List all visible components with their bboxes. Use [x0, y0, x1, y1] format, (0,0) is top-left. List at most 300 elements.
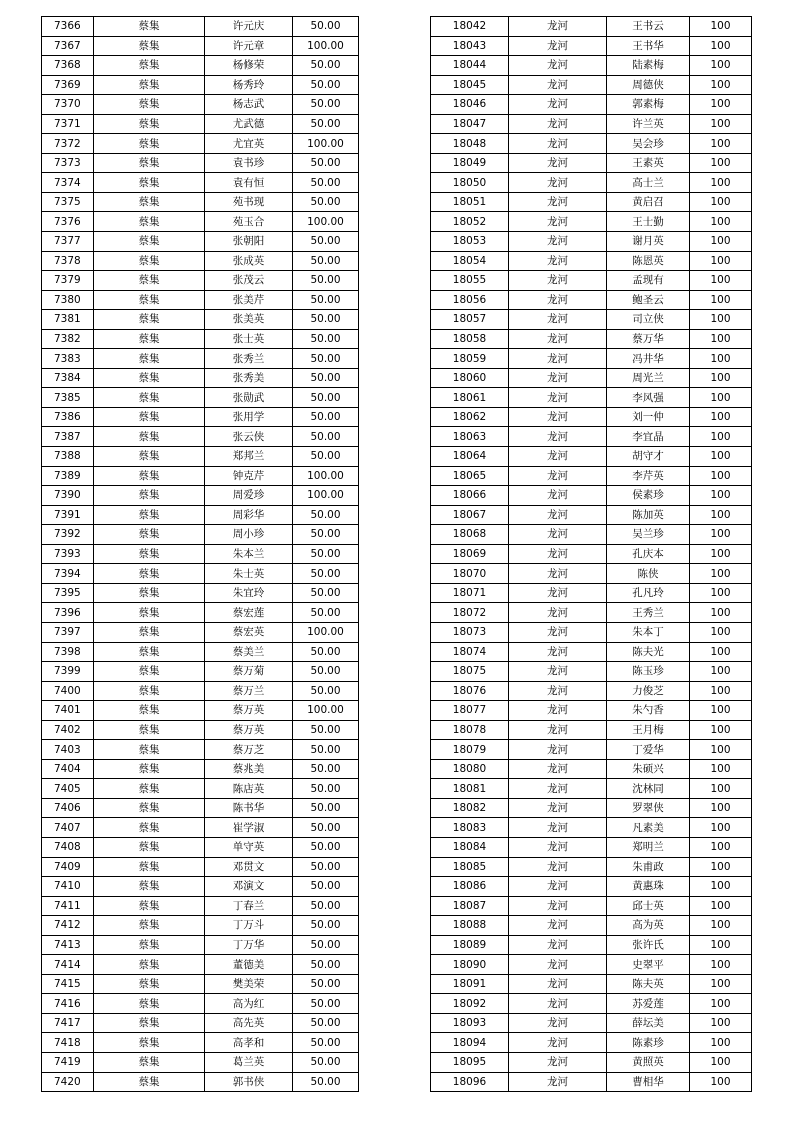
person-name: 张朝阳 — [205, 232, 293, 252]
record-id: 18092 — [431, 994, 509, 1014]
town-name: 蔡集 — [94, 583, 205, 603]
person-name: 丁万斗 — [205, 916, 293, 936]
amount: 100.00 — [293, 701, 359, 721]
record-id: 18079 — [431, 740, 509, 760]
table-row — [431, 583, 752, 603]
person-name: 罗翠侠 — [607, 798, 690, 818]
amount: 50.00 — [293, 1052, 359, 1072]
town-name: 蔡集 — [94, 720, 205, 740]
table-row — [42, 368, 359, 388]
amount: 50.00 — [293, 525, 359, 545]
town-name: 蔡集 — [94, 974, 205, 994]
town-name: 龙河 — [509, 837, 607, 857]
person-name: 刘一仲 — [607, 407, 690, 427]
town-name: 龙河 — [509, 56, 607, 76]
town-name: 蔡集 — [94, 310, 205, 330]
town-name: 龙河 — [509, 329, 607, 349]
person-name: 邓演文 — [205, 877, 293, 897]
table-row — [42, 310, 359, 330]
table-row — [431, 447, 752, 467]
table-row — [431, 935, 752, 955]
amount: 50.00 — [293, 368, 359, 388]
town-name: 蔡集 — [94, 17, 205, 37]
amount: 50.00 — [293, 388, 359, 408]
record-id: 18076 — [431, 681, 509, 701]
person-name: 沈林同 — [607, 779, 690, 799]
table-row — [42, 525, 359, 545]
table-row — [431, 798, 752, 818]
record-id: 18061 — [431, 388, 509, 408]
table-row — [431, 857, 752, 877]
amount: 50.00 — [293, 407, 359, 427]
person-name: 王月梅 — [607, 720, 690, 740]
town-name: 龙河 — [509, 1013, 607, 1033]
person-name: 崔学淑 — [205, 818, 293, 838]
table-row — [42, 427, 359, 447]
record-id: 7388 — [42, 447, 94, 467]
amount: 100 — [690, 173, 752, 193]
person-name: 周爱珍 — [205, 486, 293, 506]
amount: 100 — [690, 818, 752, 838]
amount: 100 — [690, 955, 752, 975]
table-row — [42, 1072, 359, 1092]
town-name: 蔡集 — [94, 779, 205, 799]
record-id: 18043 — [431, 36, 509, 56]
person-name: 杨志武 — [205, 95, 293, 115]
record-id: 18048 — [431, 134, 509, 154]
amount: 100 — [690, 95, 752, 115]
town-name: 龙河 — [509, 935, 607, 955]
town-name: 龙河 — [509, 251, 607, 271]
person-name: 丁春兰 — [205, 896, 293, 916]
town-name: 龙河 — [509, 681, 607, 701]
record-id: 7418 — [42, 1033, 94, 1053]
record-id: 18086 — [431, 877, 509, 897]
amount: 100 — [690, 153, 752, 173]
town-name: 蔡集 — [94, 36, 205, 56]
table-row — [431, 134, 752, 154]
record-id: 18082 — [431, 798, 509, 818]
table-row — [42, 271, 359, 291]
record-id: 7384 — [42, 368, 94, 388]
amount: 100 — [690, 935, 752, 955]
town-name: 龙河 — [509, 17, 607, 37]
amount: 100 — [690, 290, 752, 310]
town-name: 龙河 — [509, 505, 607, 525]
person-name: 袁书珍 — [205, 153, 293, 173]
table-row — [431, 505, 752, 525]
table-row — [42, 75, 359, 95]
record-id: 18052 — [431, 212, 509, 232]
table-row — [42, 544, 359, 564]
person-name: 郑邦兰 — [205, 447, 293, 467]
record-id: 7420 — [42, 1072, 94, 1092]
amount: 100 — [690, 1072, 752, 1092]
town-name: 蔡集 — [94, 251, 205, 271]
amount: 100 — [690, 1013, 752, 1033]
amount: 50.00 — [293, 447, 359, 467]
town-name: 蔡集 — [94, 95, 205, 115]
person-name: 李风强 — [607, 388, 690, 408]
person-name: 陈夫英 — [607, 974, 690, 994]
record-id: 7403 — [42, 740, 94, 760]
amount: 100 — [690, 466, 752, 486]
table-row — [431, 955, 752, 975]
table-row — [42, 466, 359, 486]
record-id: 7372 — [42, 134, 94, 154]
record-id: 18089 — [431, 935, 509, 955]
person-name: 杨修荣 — [205, 56, 293, 76]
town-name: 蔡集 — [94, 56, 205, 76]
person-name: 孔凡玲 — [607, 583, 690, 603]
person-name: 蔡万华 — [607, 329, 690, 349]
amount: 100 — [690, 310, 752, 330]
person-name: 吴兰珍 — [607, 525, 690, 545]
table-row — [42, 329, 359, 349]
record-id: 18093 — [431, 1013, 509, 1033]
amount: 100 — [690, 114, 752, 134]
person-name: 陈恩英 — [607, 251, 690, 271]
record-id: 7397 — [42, 622, 94, 642]
person-name: 张用学 — [205, 407, 293, 427]
person-name: 黄惠珠 — [607, 877, 690, 897]
person-name: 丁万华 — [205, 935, 293, 955]
record-id: 18045 — [431, 75, 509, 95]
person-name: 陈加英 — [607, 505, 690, 525]
table-row — [42, 349, 359, 369]
person-name: 苑书现 — [205, 192, 293, 212]
table-row — [431, 779, 752, 799]
amount: 100 — [690, 486, 752, 506]
left-payment-table — [41, 16, 359, 1092]
amount: 50.00 — [293, 935, 359, 955]
person-name: 葛兰英 — [205, 1052, 293, 1072]
person-name: 张美英 — [205, 310, 293, 330]
record-id: 18084 — [431, 837, 509, 857]
person-name: 史翠平 — [607, 955, 690, 975]
amount: 50.00 — [293, 779, 359, 799]
record-id: 18051 — [431, 192, 509, 212]
person-name: 周德侠 — [607, 75, 690, 95]
amount: 100 — [690, 407, 752, 427]
person-name: 朱本兰 — [205, 544, 293, 564]
town-name: 蔡集 — [94, 134, 205, 154]
person-name: 陈店英 — [205, 779, 293, 799]
record-id: 18077 — [431, 701, 509, 721]
table-row — [431, 525, 752, 545]
amount: 50.00 — [293, 75, 359, 95]
town-name: 龙河 — [509, 955, 607, 975]
amount: 100.00 — [293, 622, 359, 642]
town-name: 龙河 — [509, 818, 607, 838]
amount: 100 — [690, 564, 752, 584]
amount: 100 — [690, 974, 752, 994]
table-row — [431, 994, 752, 1014]
table-row — [431, 427, 752, 447]
amount: 100 — [690, 994, 752, 1014]
table-row — [42, 447, 359, 467]
amount: 50.00 — [293, 603, 359, 623]
town-name: 龙河 — [509, 427, 607, 447]
amount: 50.00 — [293, 271, 359, 291]
amount: 100 — [690, 447, 752, 467]
town-name: 蔡集 — [94, 564, 205, 584]
amount: 50.00 — [293, 759, 359, 779]
table-row — [431, 1033, 752, 1053]
town-name: 蔡集 — [94, 447, 205, 467]
table-row — [42, 818, 359, 838]
table-row — [42, 994, 359, 1014]
person-name: 孟现有 — [607, 271, 690, 291]
person-name: 王素英 — [607, 153, 690, 173]
record-id: 18046 — [431, 95, 509, 115]
record-id: 7376 — [42, 212, 94, 232]
record-id: 7407 — [42, 818, 94, 838]
person-name: 郑明兰 — [607, 837, 690, 857]
amount: 50.00 — [293, 955, 359, 975]
person-name: 张美芹 — [205, 290, 293, 310]
person-name: 凡素美 — [607, 818, 690, 838]
amount: 100 — [690, 701, 752, 721]
table-row — [42, 251, 359, 271]
amount: 100.00 — [293, 134, 359, 154]
town-name: 蔡集 — [94, 427, 205, 447]
record-id: 18074 — [431, 642, 509, 662]
person-name: 尤武德 — [205, 114, 293, 134]
town-name: 蔡集 — [94, 271, 205, 291]
amount: 50.00 — [293, 153, 359, 173]
town-name: 蔡集 — [94, 1033, 205, 1053]
record-id: 7419 — [42, 1052, 94, 1072]
amount: 50.00 — [293, 192, 359, 212]
town-name: 龙河 — [509, 95, 607, 115]
amount: 100 — [690, 857, 752, 877]
amount: 100 — [690, 427, 752, 447]
person-name: 张云侠 — [205, 427, 293, 447]
amount: 50.00 — [293, 310, 359, 330]
person-name: 黄照英 — [607, 1052, 690, 1072]
amount: 50.00 — [293, 349, 359, 369]
amount: 50.00 — [293, 173, 359, 193]
person-name: 李芹英 — [607, 466, 690, 486]
record-id: 7393 — [42, 544, 94, 564]
table-row — [431, 740, 752, 760]
person-name: 侯素珍 — [607, 486, 690, 506]
town-name: 龙河 — [509, 310, 607, 330]
amount: 100 — [690, 798, 752, 818]
table-row — [42, 388, 359, 408]
amount: 100.00 — [293, 486, 359, 506]
record-id: 7369 — [42, 75, 94, 95]
town-name: 龙河 — [509, 877, 607, 897]
table-row — [42, 603, 359, 623]
table-row — [431, 56, 752, 76]
town-name: 蔡集 — [94, 622, 205, 642]
person-name: 蔡宏英 — [205, 622, 293, 642]
record-id: 18059 — [431, 349, 509, 369]
table-row — [431, 114, 752, 134]
town-name: 蔡集 — [94, 192, 205, 212]
record-id: 18044 — [431, 56, 509, 76]
table-row — [431, 564, 752, 584]
record-id: 18085 — [431, 857, 509, 877]
table-row — [431, 1072, 752, 1092]
table-row — [431, 232, 752, 252]
table-row — [42, 212, 359, 232]
town-name: 龙河 — [509, 740, 607, 760]
amount: 100 — [690, 837, 752, 857]
table-row — [42, 974, 359, 994]
table-row — [431, 388, 752, 408]
record-id: 18069 — [431, 544, 509, 564]
town-name: 蔡集 — [94, 857, 205, 877]
town-name: 龙河 — [509, 798, 607, 818]
table-row — [42, 916, 359, 936]
table-row — [42, 681, 359, 701]
table-row — [42, 153, 359, 173]
amount: 100 — [690, 544, 752, 564]
table-row — [42, 896, 359, 916]
person-name: 李宜晶 — [607, 427, 690, 447]
amount: 100 — [690, 779, 752, 799]
record-id: 7415 — [42, 974, 94, 994]
town-name: 蔡集 — [94, 1013, 205, 1033]
amount: 100 — [690, 1052, 752, 1072]
record-id: 7390 — [42, 486, 94, 506]
table-row — [431, 290, 752, 310]
record-id: 18088 — [431, 916, 509, 936]
record-id: 7405 — [42, 779, 94, 799]
town-name: 蔡集 — [94, 837, 205, 857]
person-name: 朱宜玲 — [205, 583, 293, 603]
town-name: 蔡集 — [94, 994, 205, 1014]
person-name: 王书云 — [607, 17, 690, 37]
record-id: 18050 — [431, 173, 509, 193]
table-row — [431, 974, 752, 994]
record-id: 18087 — [431, 896, 509, 916]
amount: 50.00 — [293, 583, 359, 603]
table-row — [431, 544, 752, 564]
person-name: 许元庆 — [205, 17, 293, 37]
table-row — [42, 232, 359, 252]
record-id: 7402 — [42, 720, 94, 740]
town-name: 蔡集 — [94, 896, 205, 916]
town-name: 龙河 — [509, 75, 607, 95]
amount: 50.00 — [293, 290, 359, 310]
town-name: 龙河 — [509, 290, 607, 310]
person-name: 钟克芹 — [205, 466, 293, 486]
town-name: 龙河 — [509, 622, 607, 642]
town-name: 龙河 — [509, 192, 607, 212]
record-id: 7368 — [42, 56, 94, 76]
record-id: 7409 — [42, 857, 94, 877]
table-row — [42, 1052, 359, 1072]
record-id: 18047 — [431, 114, 509, 134]
record-id: 18055 — [431, 271, 509, 291]
table-row — [431, 251, 752, 271]
amount: 100.00 — [293, 466, 359, 486]
table-row — [431, 310, 752, 330]
record-id: 7413 — [42, 935, 94, 955]
town-name: 蔡集 — [94, 1052, 205, 1072]
amount: 100 — [690, 212, 752, 232]
town-name: 蔡集 — [94, 388, 205, 408]
person-name: 周光兰 — [607, 368, 690, 388]
table-row — [431, 622, 752, 642]
amount: 50.00 — [293, 994, 359, 1014]
person-name: 樊美荣 — [205, 974, 293, 994]
amount: 100 — [690, 388, 752, 408]
amount: 100 — [690, 622, 752, 642]
town-name: 蔡集 — [94, 114, 205, 134]
record-id: 7392 — [42, 525, 94, 545]
table-row — [42, 740, 359, 760]
town-name: 龙河 — [509, 583, 607, 603]
person-name: 朱勺香 — [607, 701, 690, 721]
person-name: 蔡美兰 — [205, 642, 293, 662]
town-name: 蔡集 — [94, 329, 205, 349]
town-name: 蔡集 — [94, 212, 205, 232]
town-name: 龙河 — [509, 173, 607, 193]
record-id: 7408 — [42, 837, 94, 857]
table-row — [431, 662, 752, 682]
amount: 100 — [690, 642, 752, 662]
table-row — [431, 642, 752, 662]
record-id: 7371 — [42, 114, 94, 134]
person-name: 高为红 — [205, 994, 293, 1014]
town-name: 龙河 — [509, 720, 607, 740]
person-name: 张茂云 — [205, 271, 293, 291]
town-name: 龙河 — [509, 232, 607, 252]
town-name: 龙河 — [509, 114, 607, 134]
table-row — [431, 329, 752, 349]
town-name: 蔡集 — [94, 407, 205, 427]
record-id: 18062 — [431, 407, 509, 427]
table-row — [42, 1033, 359, 1053]
amount: 100 — [690, 759, 752, 779]
table-row — [42, 36, 359, 56]
record-id: 7412 — [42, 916, 94, 936]
town-name: 龙河 — [509, 525, 607, 545]
person-name: 力俊芝 — [607, 681, 690, 701]
record-id: 7395 — [42, 583, 94, 603]
table-row — [42, 857, 359, 877]
table-row — [431, 36, 752, 56]
record-id: 7367 — [42, 36, 94, 56]
person-name: 陈书华 — [205, 798, 293, 818]
amount: 100.00 — [293, 36, 359, 56]
record-id: 7399 — [42, 662, 94, 682]
town-name: 蔡集 — [94, 368, 205, 388]
town-name: 龙河 — [509, 349, 607, 369]
person-name: 朱甫政 — [607, 857, 690, 877]
person-name: 邓贯文 — [205, 857, 293, 877]
person-name: 尤宜英 — [205, 134, 293, 154]
table-row — [431, 1013, 752, 1033]
amount: 50.00 — [293, 1013, 359, 1033]
amount: 50.00 — [293, 251, 359, 271]
town-name: 蔡集 — [94, 740, 205, 760]
person-name: 郭书侠 — [205, 1072, 293, 1092]
town-name: 蔡集 — [94, 759, 205, 779]
person-name: 郭素梅 — [607, 95, 690, 115]
amount: 100 — [690, 603, 752, 623]
person-name: 邱士英 — [607, 896, 690, 916]
record-id: 18075 — [431, 662, 509, 682]
record-id: 7379 — [42, 271, 94, 291]
amount: 50.00 — [293, 232, 359, 252]
person-name: 冯井华 — [607, 349, 690, 369]
